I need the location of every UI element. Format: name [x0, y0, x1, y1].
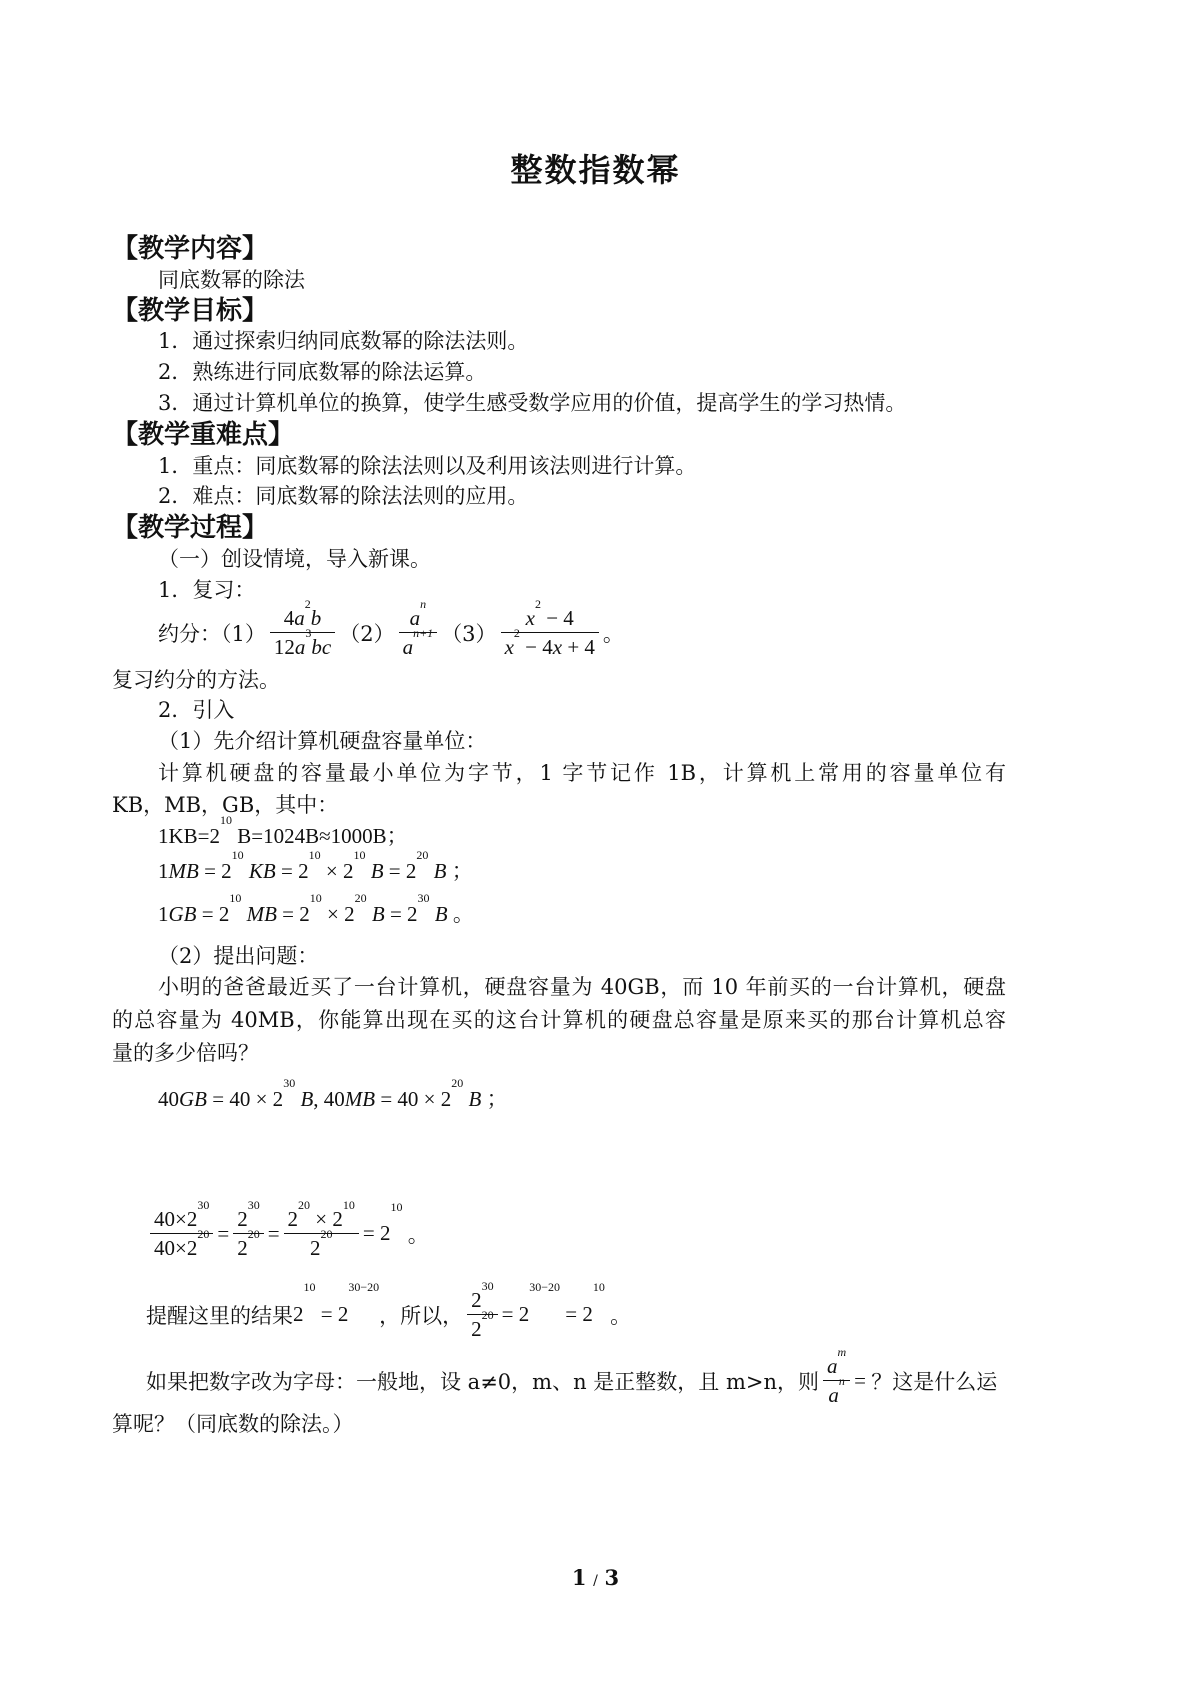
ratio-equation: $\frac{40\times 2^{30}}{40\times 2^{20}}$ = $\frac{2^{30}}{2^{20}}$ = $\frac{2^{20} \times 2^{10}}{2^{20}}$ = $2^{10}$ 。: [146, 1205, 429, 1263]
review-label: 1．复习：: [158, 578, 256, 602]
goal-item: 2．熟练进行同底数幂的除法运算。: [158, 360, 487, 384]
review-method: 复习约分的方法。: [112, 668, 280, 692]
question-line: 小明的爸爸最近买了一台计算机，硬盘容量为 40GB，而 10 年前买的一台计算机，硬盘: [158, 975, 1006, 999]
section-heading-keypoints: 【教学重难点】: [112, 420, 295, 450]
mb-conversion: $1MB = 2^{10}$ KB = $2^{10} \times 2^{10}$ $B = 2^{20}$ B ；: [158, 848, 473, 883]
section-heading-process: 【教学过程】: [112, 513, 269, 543]
intro-part-2: （2）提出问题：: [158, 944, 319, 968]
goal-item: 3．通过计算机单位的换算，使学生感受数学应用的价值，提高学生的学习热情。: [158, 391, 907, 415]
fraction-1: $\frac{4a^2b}{12a^3bc}$: [270, 604, 335, 662]
kb-conversion: $1KB=2^{10}$ B=1024B≈1000B；: [158, 813, 408, 848]
paragraph-line: 计算机硬盘的容量最小单位为字节，1 字节记作 1B，计算机上常用的容量单位有: [158, 761, 1006, 785]
capacity-equation: $40GB = 40 \times 2^{30}$ B, $40MB = 40 \times 2^{20}$ B ；: [158, 1076, 508, 1111]
end-mark: 。: [602, 621, 624, 646]
problem-3-label: （3）: [441, 621, 497, 646]
problem-1-label: （1）: [221, 621, 266, 646]
paragraph-line: KB，MB，GB，其中：: [112, 793, 339, 817]
problem-2-label: （2）: [339, 621, 395, 646]
fraction-2: $\frac{a^n}{a^{n+1}}$: [399, 604, 438, 662]
keypoint-item: 1．重点：同底数幂的除法法则以及利用该法则进行计算。: [158, 454, 697, 478]
question-line: 量的多少倍吗？: [112, 1041, 259, 1065]
simplify-label: 约分：: [158, 621, 221, 646]
simplify-exercise: [158, 597, 624, 662]
question-line: 的总容量为 40MB，你能算出现在买的这台计算机的硬盘总容量是原来买的那台计算机总容: [112, 1008, 1006, 1032]
keypoint-item: 2．难点：同底数幂的除法法则的应用。: [158, 484, 529, 508]
section-heading-goals: 【教学目标】: [112, 296, 269, 326]
general-rule-line: 如果把数字改为字母：一般地，设 a≠0，m、n 是正整数，且 m>n，则 $\frac{a^m}{a^n}$ = ？这是什么运: [146, 1345, 998, 1408]
general-rule-line-2: 算呢？（同底数的除法。）: [112, 1412, 354, 1436]
intro-part-1: （1）先介绍计算机硬盘容量单位：: [158, 729, 487, 753]
gb-conversion: $1GB = 2^{10}$ MB = $2^{10} \times 2^{20}$ $B = 2^{30}$ B 。: [158, 891, 474, 926]
process-step-1: （一）创设情境，导入新课。: [158, 547, 431, 571]
reminder-line: 提醒这里的结果$2^{10} = 2^{30-20}$，所以， $\frac{2^{30}}{2^{20}}$ = $2^{30-20} = 2^{10}$ 。: [146, 1279, 632, 1342]
page-number: 1 / 3: [571, 1565, 620, 1590]
page-title: 整数指数幂: [510, 151, 681, 189]
intro-label: 2．引入: [158, 698, 235, 722]
section-heading-content: 【教学内容】: [112, 234, 269, 264]
goal-item: 1．通过探索归纳同底数幂的除法法则。: [158, 329, 529, 353]
fraction-3: $\frac{x^2 - 4}{x^2 - 4x + 4}$: [501, 604, 599, 662]
content-text: 同底数幂的除法: [158, 268, 305, 292]
